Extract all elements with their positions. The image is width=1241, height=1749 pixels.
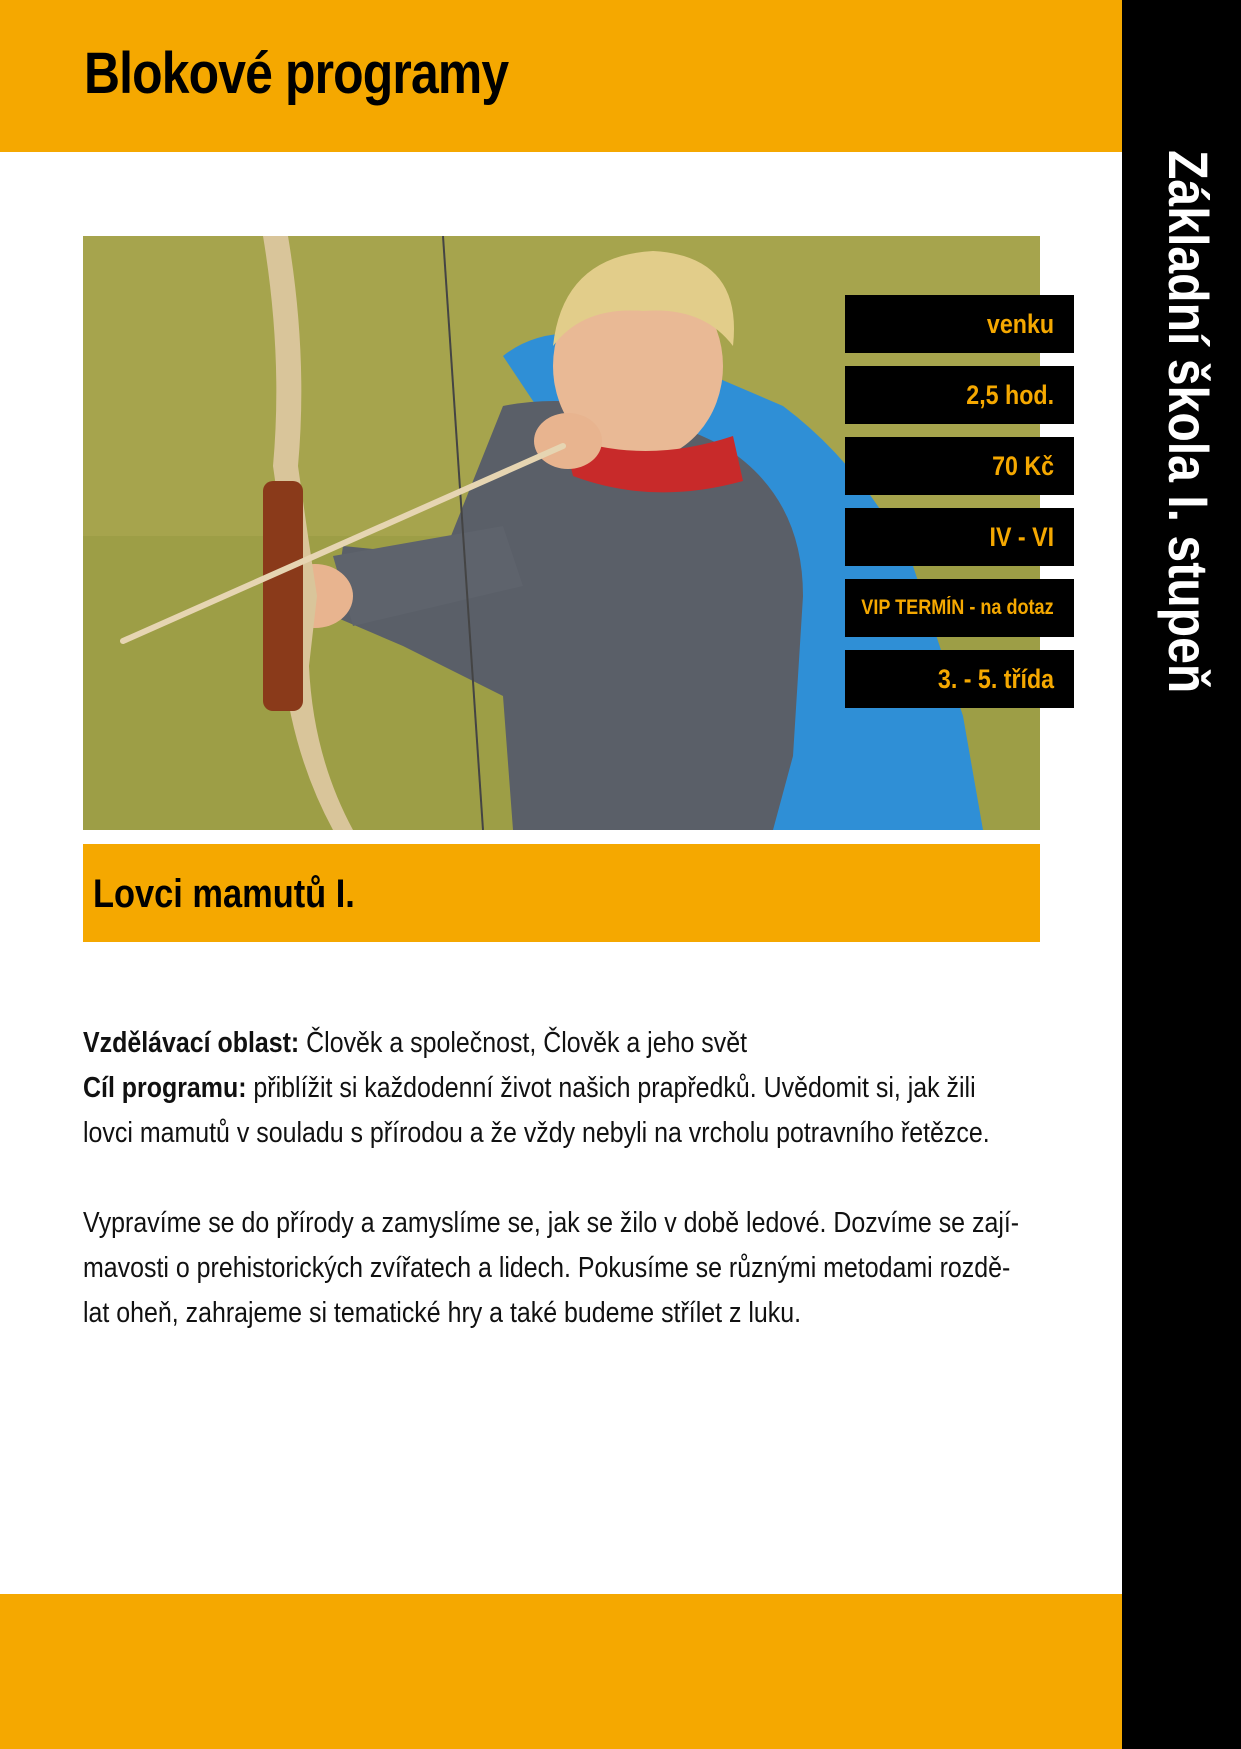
- tag-location: venku: [845, 295, 1074, 353]
- goal-label: Cíl programu:: [83, 1072, 247, 1104]
- tag-duration: 2,5 hod.: [845, 366, 1074, 424]
- goal-line: [83, 1066, 1029, 1111]
- area-label: Vzdělávací oblast:: [83, 1027, 300, 1059]
- desc-line-2: mavosti o prehistorických zvířatech a lidech. Pokusíme se různými metodami rozdě-: [83, 1252, 1011, 1284]
- tag-vip: VIP TERMÍN - na dotaz: [845, 579, 1074, 637]
- desc-line-1: Vypravíme se do přírody a zamyslíme se, jak se žilo v době ledové. Dozvíme se zají-: [83, 1207, 1020, 1239]
- footer-band: [0, 1594, 1122, 1749]
- page-title: Blokové programy: [84, 41, 509, 106]
- area-value: Člověk a společnost, Člověk a jeho svět: [299, 1027, 748, 1059]
- goal-text-2: lovci mamutů v souladu s přírodou a že vždy nebyli na vrcholu potravního řetězce.: [83, 1117, 990, 1149]
- tag-grades: 3. - 5. třída: [845, 650, 1074, 708]
- program-title: Lovci mamutů I.: [93, 872, 355, 916]
- area-line: [83, 1021, 1029, 1066]
- program-tags: [845, 295, 1074, 721]
- tag-months: IV - VI: [845, 508, 1074, 566]
- sidebar-title: Základní škola I. stupeň: [1157, 150, 1220, 694]
- desc-line-3: lat oheň, zahrajeme si tematické hry a také budeme střílet z luku.: [83, 1297, 802, 1329]
- program-title-band: [83, 844, 1040, 942]
- program-description: [83, 1021, 1029, 1336]
- goal-text-1: přiblížit si každodenní život našich prapředků. Uvědomit si, jak žili: [246, 1072, 976, 1104]
- header-band: [0, 0, 1122, 152]
- tag-price: 70 Kč: [845, 437, 1074, 495]
